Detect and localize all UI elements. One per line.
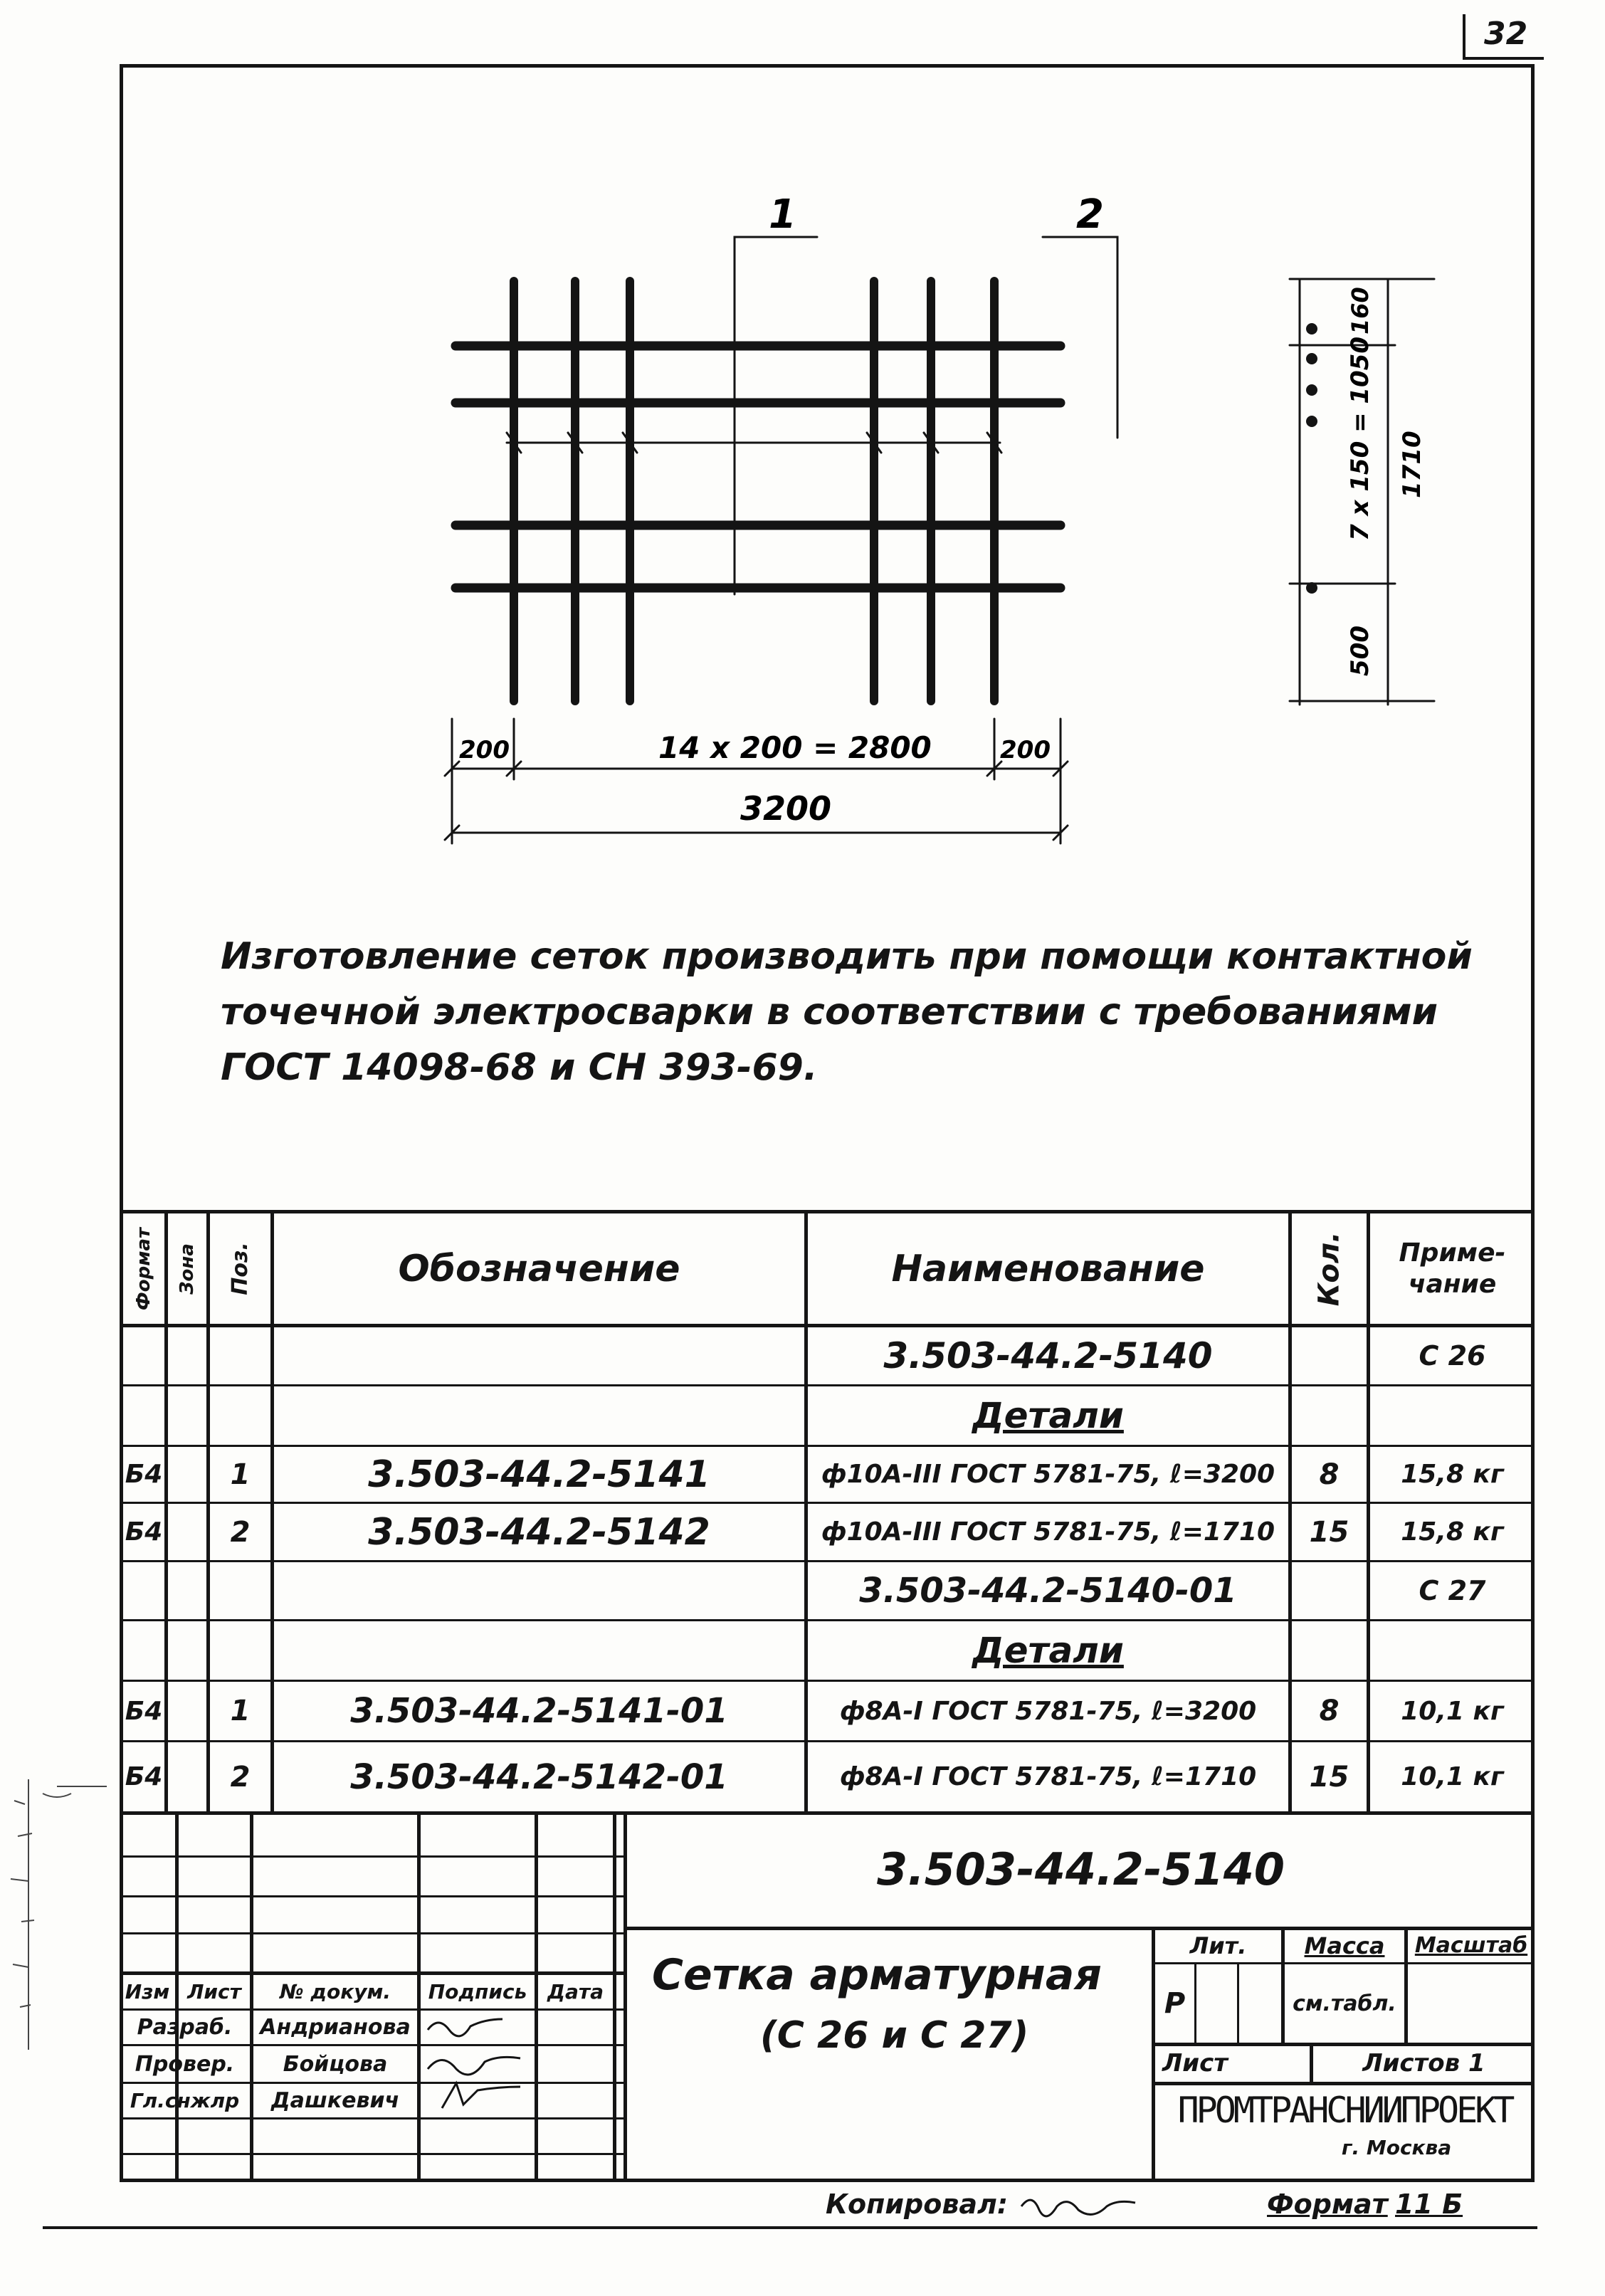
row-1-name: 3.503-44.2-5140 bbox=[883, 1335, 1213, 1376]
row-4-format: Б4 bbox=[125, 1517, 163, 1547]
row-5-name: 3.503-44.2-5140-01 bbox=[859, 1571, 1237, 1611]
col-list: Лист bbox=[187, 1980, 241, 2003]
format-value: 11 Б bbox=[1395, 2189, 1463, 2220]
col-sign: Подпись bbox=[428, 1980, 527, 2003]
header-format: Формат bbox=[133, 1227, 154, 1310]
col-date: Дата bbox=[547, 1980, 604, 2003]
sheet-number: 32 bbox=[1484, 16, 1528, 52]
name-2: Бойцова bbox=[283, 2051, 388, 2077]
note-line-2: точечной электросварки в соответствии с требованиями bbox=[221, 991, 1438, 1033]
row-4-note: 15,8 кг bbox=[1401, 1517, 1504, 1547]
margin-marks bbox=[0, 1772, 117, 2057]
row-8-qty: 15 bbox=[1309, 1760, 1349, 1794]
name-1: Андрианова bbox=[260, 2015, 411, 2040]
spec-table bbox=[120, 1210, 1535, 1815]
row-4-name: ф10А-III ГОСТ 5781-75, ℓ=1710 bbox=[821, 1517, 1275, 1547]
dim-pitch: 7 x 150 = 1050 bbox=[1346, 336, 1374, 541]
row-7-qty: 8 bbox=[1319, 1695, 1340, 1727]
row-4-pos: 2 bbox=[230, 1515, 251, 1549]
row-8-designation: 3.503-44.2-5142-01 bbox=[350, 1757, 728, 1797]
mesh-drawing bbox=[0, 0, 1605, 890]
row-1-note: С 26 bbox=[1419, 1340, 1486, 1371]
row-4-qty: 15 bbox=[1309, 1515, 1349, 1549]
title-line-1: Сетка арматурная bbox=[652, 1950, 1102, 2000]
header-name: Наименование bbox=[891, 1247, 1205, 1290]
dim-bottom: 500 bbox=[1346, 626, 1374, 676]
row-7-format: Б4 bbox=[125, 1696, 163, 1726]
org-name: ПРОМТРАНСНИИПРОЕКТ bbox=[1177, 2090, 1512, 2131]
header-zone: Зона bbox=[177, 1243, 198, 1295]
org-city: г. Москва bbox=[1341, 2135, 1452, 2159]
dim-middle: 14 x 200 = 2800 bbox=[658, 730, 932, 765]
signatures bbox=[421, 2008, 535, 2119]
title-line-2: (С 26 и С 27) bbox=[760, 2014, 1029, 2057]
row-8-name: ф8А-I ГОСТ 5781-75, ℓ=1710 bbox=[839, 1762, 1257, 1791]
row-3-format: Б4 bbox=[125, 1460, 163, 1489]
sheet-label: Лист bbox=[1162, 2049, 1228, 2078]
header-qty: Кол. bbox=[1312, 1231, 1346, 1306]
header-designation: Обозначение bbox=[398, 1247, 680, 1290]
row-7-designation: 3.503-44.2-5141-01 bbox=[350, 1691, 728, 1731]
bottom-rule bbox=[43, 2226, 1537, 2229]
header-pos: Поз. bbox=[227, 1242, 253, 1295]
role-2: Провер. bbox=[135, 2051, 235, 2077]
note-line-3: ГОСТ 14098-68 и СН 393-69. bbox=[221, 1046, 818, 1089]
scale-label: Масштаб bbox=[1414, 1933, 1528, 1958]
dim-right: 200 bbox=[1000, 736, 1051, 764]
copier-signature bbox=[1018, 2185, 1139, 2228]
name-3: Дашкевич bbox=[270, 2088, 400, 2113]
row-3-pos: 1 bbox=[230, 1458, 251, 1491]
sheets-label: Листов 1 bbox=[1362, 2049, 1485, 2078]
row-8-format: Б4 bbox=[125, 1762, 163, 1791]
dim-height: 1710 bbox=[1398, 431, 1426, 498]
callout-1: 1 bbox=[769, 191, 796, 238]
copied-label: Копировал: bbox=[826, 2189, 1009, 2220]
mass-label: Масса bbox=[1304, 1932, 1385, 1959]
doc-number: 3.503-44.2-5140 bbox=[876, 1843, 1285, 1895]
row-2-name: Детали bbox=[972, 1395, 1124, 1436]
role-1: Разраб. bbox=[137, 2015, 233, 2040]
row-7-name: ф8А-I ГОСТ 5781-75, ℓ=3200 bbox=[839, 1696, 1257, 1726]
technical-note bbox=[221, 929, 1473, 1095]
title-block bbox=[120, 1811, 1535, 2182]
row-3-note: 15,8 кг bbox=[1401, 1460, 1504, 1489]
row-4-designation: 3.503-44.2-5142 bbox=[368, 1510, 710, 1554]
lit-value: Р bbox=[1164, 1987, 1186, 2020]
col-doc: № докум. bbox=[279, 1980, 391, 2003]
row-8-note: 10,1 кг bbox=[1401, 1762, 1504, 1791]
row-3-designation: 3.503-44.2-5141 bbox=[368, 1453, 710, 1496]
dim-left: 200 bbox=[459, 736, 510, 764]
row-6-name: Детали bbox=[972, 1630, 1124, 1671]
col-izm: Изм bbox=[125, 1980, 170, 2003]
row-7-note: 10,1 кг bbox=[1401, 1696, 1504, 1726]
row-3-name: ф10А-III ГОСТ 5781-75, ℓ=3200 bbox=[821, 1460, 1275, 1489]
row-7-pos: 1 bbox=[230, 1695, 251, 1727]
row-5-note: С 27 bbox=[1419, 1575, 1486, 1606]
row-8-pos: 2 bbox=[230, 1760, 251, 1794]
dim-top: 160 bbox=[1347, 287, 1374, 335]
header-note: Приме-чание bbox=[1399, 1238, 1506, 1299]
lit-label: Лит. bbox=[1189, 1932, 1247, 1959]
mass-value: см.табл. bbox=[1293, 1991, 1396, 2016]
role-3: Гл.снжлр bbox=[130, 2089, 240, 2112]
row-3-qty: 8 bbox=[1319, 1458, 1340, 1491]
callout-2: 2 bbox=[1076, 191, 1104, 238]
note-line-1: Изготовление сеток производить при помощи контактной bbox=[221, 935, 1473, 978]
dim-total: 3200 bbox=[740, 789, 832, 828]
format-label: Формат bbox=[1267, 2189, 1388, 2220]
